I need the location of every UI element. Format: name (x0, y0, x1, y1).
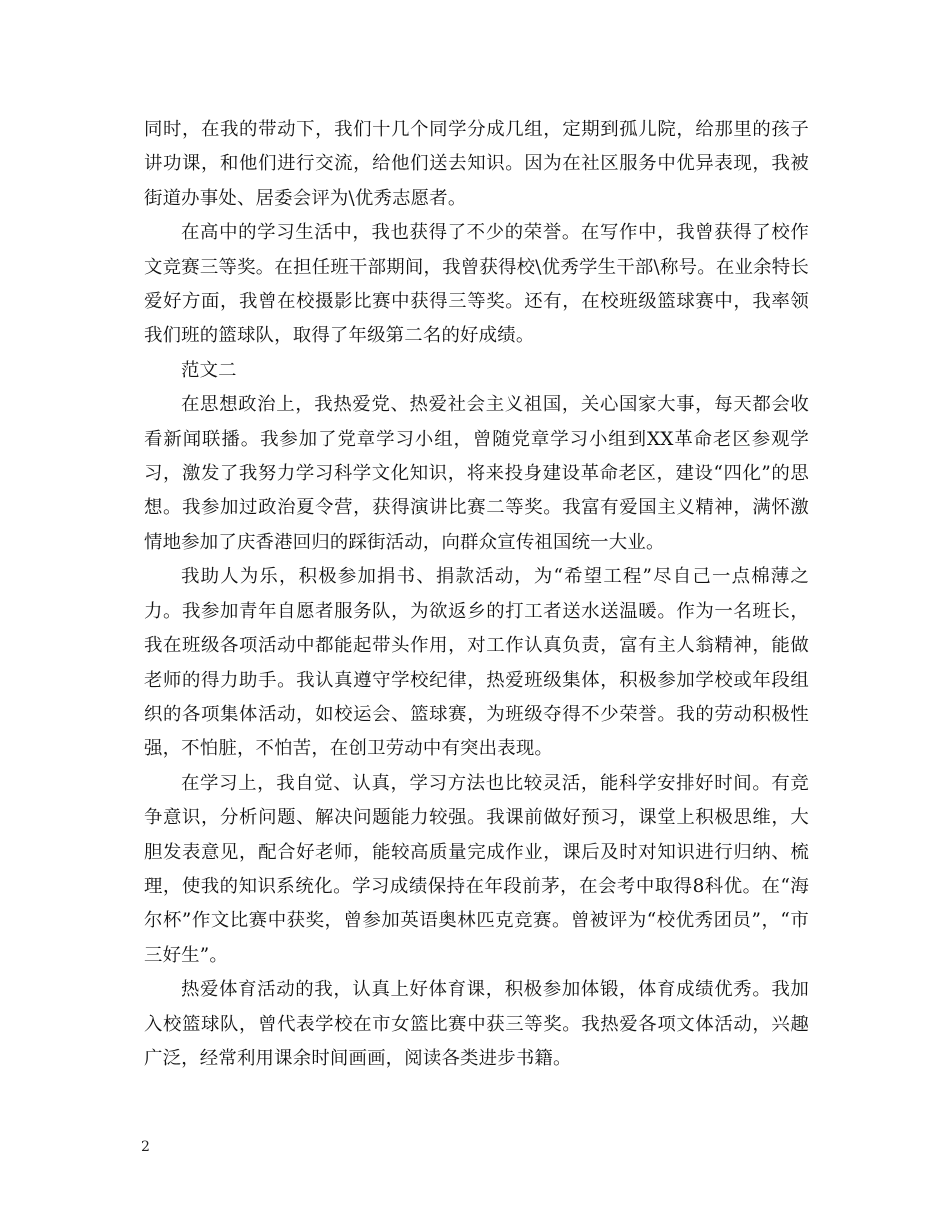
document-body (144, 113, 809, 1076)
paragraph-politics: 在思想政治上，我热爱党、热爱社会主义祖国，关心国家大事，每天都会收看新闻联播。我参加了党章学习小组，曾随党章学习小组到XX革命老区参观学习，激发了我努力学习科学文化知识，将来投身建设革命老区，建设“四化”的思想。我参加过政治夏令营，获得演讲比赛二等奖。我富有爱国主义精神，满怀激情地参加了庆香港回归的踩街活动，向群众宣传祖国统一大业。 (144, 394, 809, 553)
paragraph-honors: 在高中的学习生活中，我也获得了不少的荣誉。在写作中，我曾获得了校作文竞赛三等奖。在担任班干部期间，我曾获得校\优秀学生干部\称号。在业余特长爱好方面，我曾在校摄影比赛中获得三等奖。还有，在校班级篮球赛中，我率领我们班的篮球队，取得了年级第二名的好成绩。 (144, 222, 809, 347)
section-heading-sample-two: 范文二 (181, 359, 237, 381)
paragraph-sports: 热爱体育活动的我，认真上好体育课，积极参加体锻，体育成绩优秀。我加入校篮球队，曾代表学校在市女篮比赛中获三等奖。我热爱各项文体活动，兴趣广泛，经常利用课余时间画画，阅读各类进步书籍。 (144, 979, 809, 1069)
page-number: 2 (141, 1139, 150, 1155)
paragraph-study: 在学习上，我自觉、认真，学习方法也比较灵活，能科学安排好时间。有竞争意识，分析问题、解决问题能力较强。我课前做好预习，课堂上积极思维，大胆发表意见，配合好老师，能较高质量完成作业，课后及时对知识进行归纳、梳理，使我的知识系统化。学习成绩保持在年段前茅，在会考中取得8科优。在“海尔杯”作文比赛中获奖，曾参加英语奥林匹克竞赛。曾被评为“校优秀团员”，“市三好生”。 (144, 772, 809, 966)
paragraph-volunteering: 我助人为乐，积极参加捐书、捐款活动，为“希望工程”尽自己一点棉薄之力。我参加青年自愿者服务队，为欲返乡的打工者送水送温暖。作为一名班长，我在班级各项活动中都能起带头作用，对工作认真负责，富有主人翁精神，能做老师的得力助手。我认真遵守学校纪律，热爱班级集体，积极参加学校或年段组织的各项集体活动，如校运会、篮球赛，为班级夺得不少荣誉。我的劳动积极性强，不怕脏，不怕苦，在创卫劳动中有突出表现。 (144, 566, 809, 760)
paragraph-continuation: 同时，在我的带动下，我们十几个同学分成几组，定期到孤儿院，给那里的孩子讲功课，和他们进行交流，给他们送去知识。因为在社区服务中优异表现，我被街道办事处、居委会评为\优秀志愿者。 (144, 119, 809, 209)
